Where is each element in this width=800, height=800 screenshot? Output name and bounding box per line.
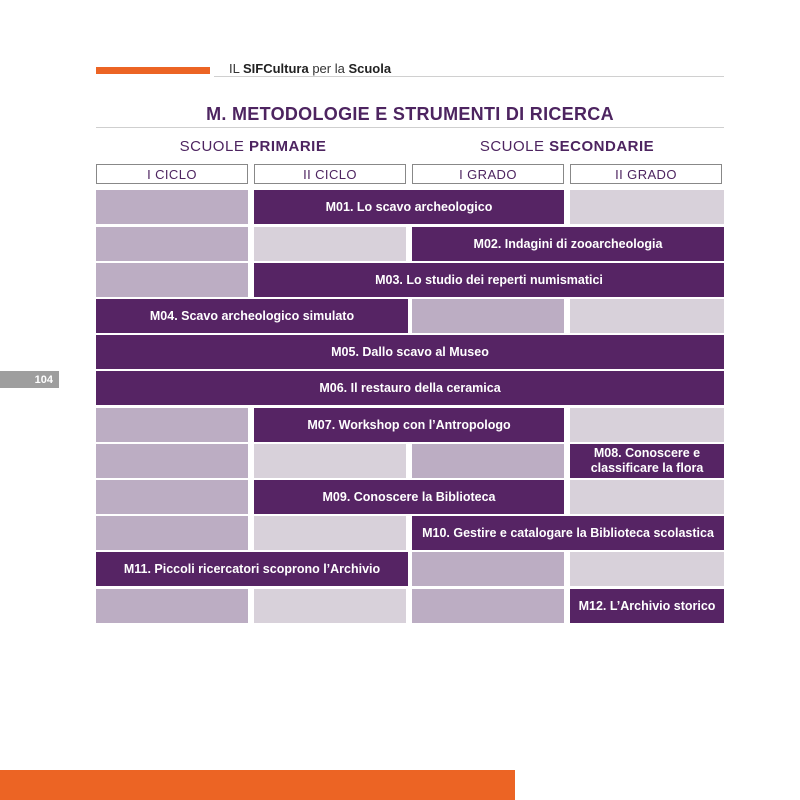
module-m07: M07. Workshop con l’Antropologo [254, 408, 564, 442]
school-secondary-prefix: SCUOLE [479, 138, 550, 155]
grid-cell-empty [412, 444, 564, 478]
module-m02: M02. Indagini di zooarcheologia [412, 227, 724, 261]
grid-cell-empty [96, 589, 248, 623]
grid-cell-empty [570, 190, 724, 224]
grid-cell-empty [412, 299, 564, 333]
school-secondary-bold: SECONDARIE [549, 138, 655, 155]
grid-cell-empty [412, 552, 564, 586]
module-m10: M10. Gestire e catalogare la Biblioteca scolastica [412, 516, 724, 550]
grid-cell-empty [96, 444, 248, 478]
grid-cell-empty [96, 516, 248, 550]
title-rule [96, 127, 724, 128]
grid-cell-empty [412, 589, 564, 623]
module-m06: M06. Il restauro della ceramica [96, 371, 724, 405]
module-m04: M04. Scavo archeologico simulato [96, 299, 408, 333]
grid-cell-empty [254, 589, 406, 623]
school-primary-bold: PRIMARIE [249, 138, 327, 155]
module-m09: M09. Conoscere la Biblioteca [254, 480, 564, 514]
grade-header-ii-ciclo: II CICLO [254, 164, 406, 184]
module-m01: M01. Lo scavo archeologico [254, 190, 564, 224]
module-m05: M05. Dallo scavo al Museo [96, 335, 724, 369]
grid-cell-empty [570, 408, 724, 442]
grade-header-i-ciclo: I CICLO [96, 164, 248, 184]
grid-cell-empty [254, 227, 406, 261]
header-suffix: Scuola [348, 61, 392, 76]
header-prefix: IL [229, 61, 243, 76]
school-secondary-label [410, 138, 724, 155]
grid-cell-empty [570, 552, 724, 586]
header-accent-bar [96, 67, 210, 74]
school-primary-prefix: SCUOLE [179, 138, 249, 155]
header-middle: per la [308, 61, 349, 76]
grid-cell-empty [96, 480, 248, 514]
grid-cell-empty [254, 444, 406, 478]
grid-cell-empty [96, 408, 248, 442]
grid-cell-empty [570, 299, 724, 333]
section-title: M. METODOLOGIE E STRUMENTI DI RICERCA [206, 104, 614, 124]
grade-header-i-grado: I GRADO [412, 164, 564, 184]
grid-cell-empty [96, 227, 248, 261]
header-rule [214, 76, 724, 77]
grid-cell-empty [254, 516, 406, 550]
footer-accent-bar [0, 770, 515, 800]
running-header [229, 61, 391, 76]
module-m03: M03. Lo studio dei reperti numismatici [254, 263, 724, 297]
module-m12: M12. L’Archivio storico [570, 589, 724, 623]
grid-cell-empty [570, 480, 724, 514]
module-m08: M08. Conoscere e classificare la flora [570, 444, 724, 478]
school-primary-label [96, 138, 410, 155]
grid-cell-empty [96, 190, 248, 224]
grade-header-ii-grado: II GRADO [570, 164, 722, 184]
grid-cell-empty [96, 263, 248, 297]
header-brand: SIFCultura [242, 61, 309, 76]
page-number-tab: 104 [0, 371, 59, 388]
module-m11: M11. Piccoli ricercatori scoprono l’Archivio [96, 552, 408, 586]
